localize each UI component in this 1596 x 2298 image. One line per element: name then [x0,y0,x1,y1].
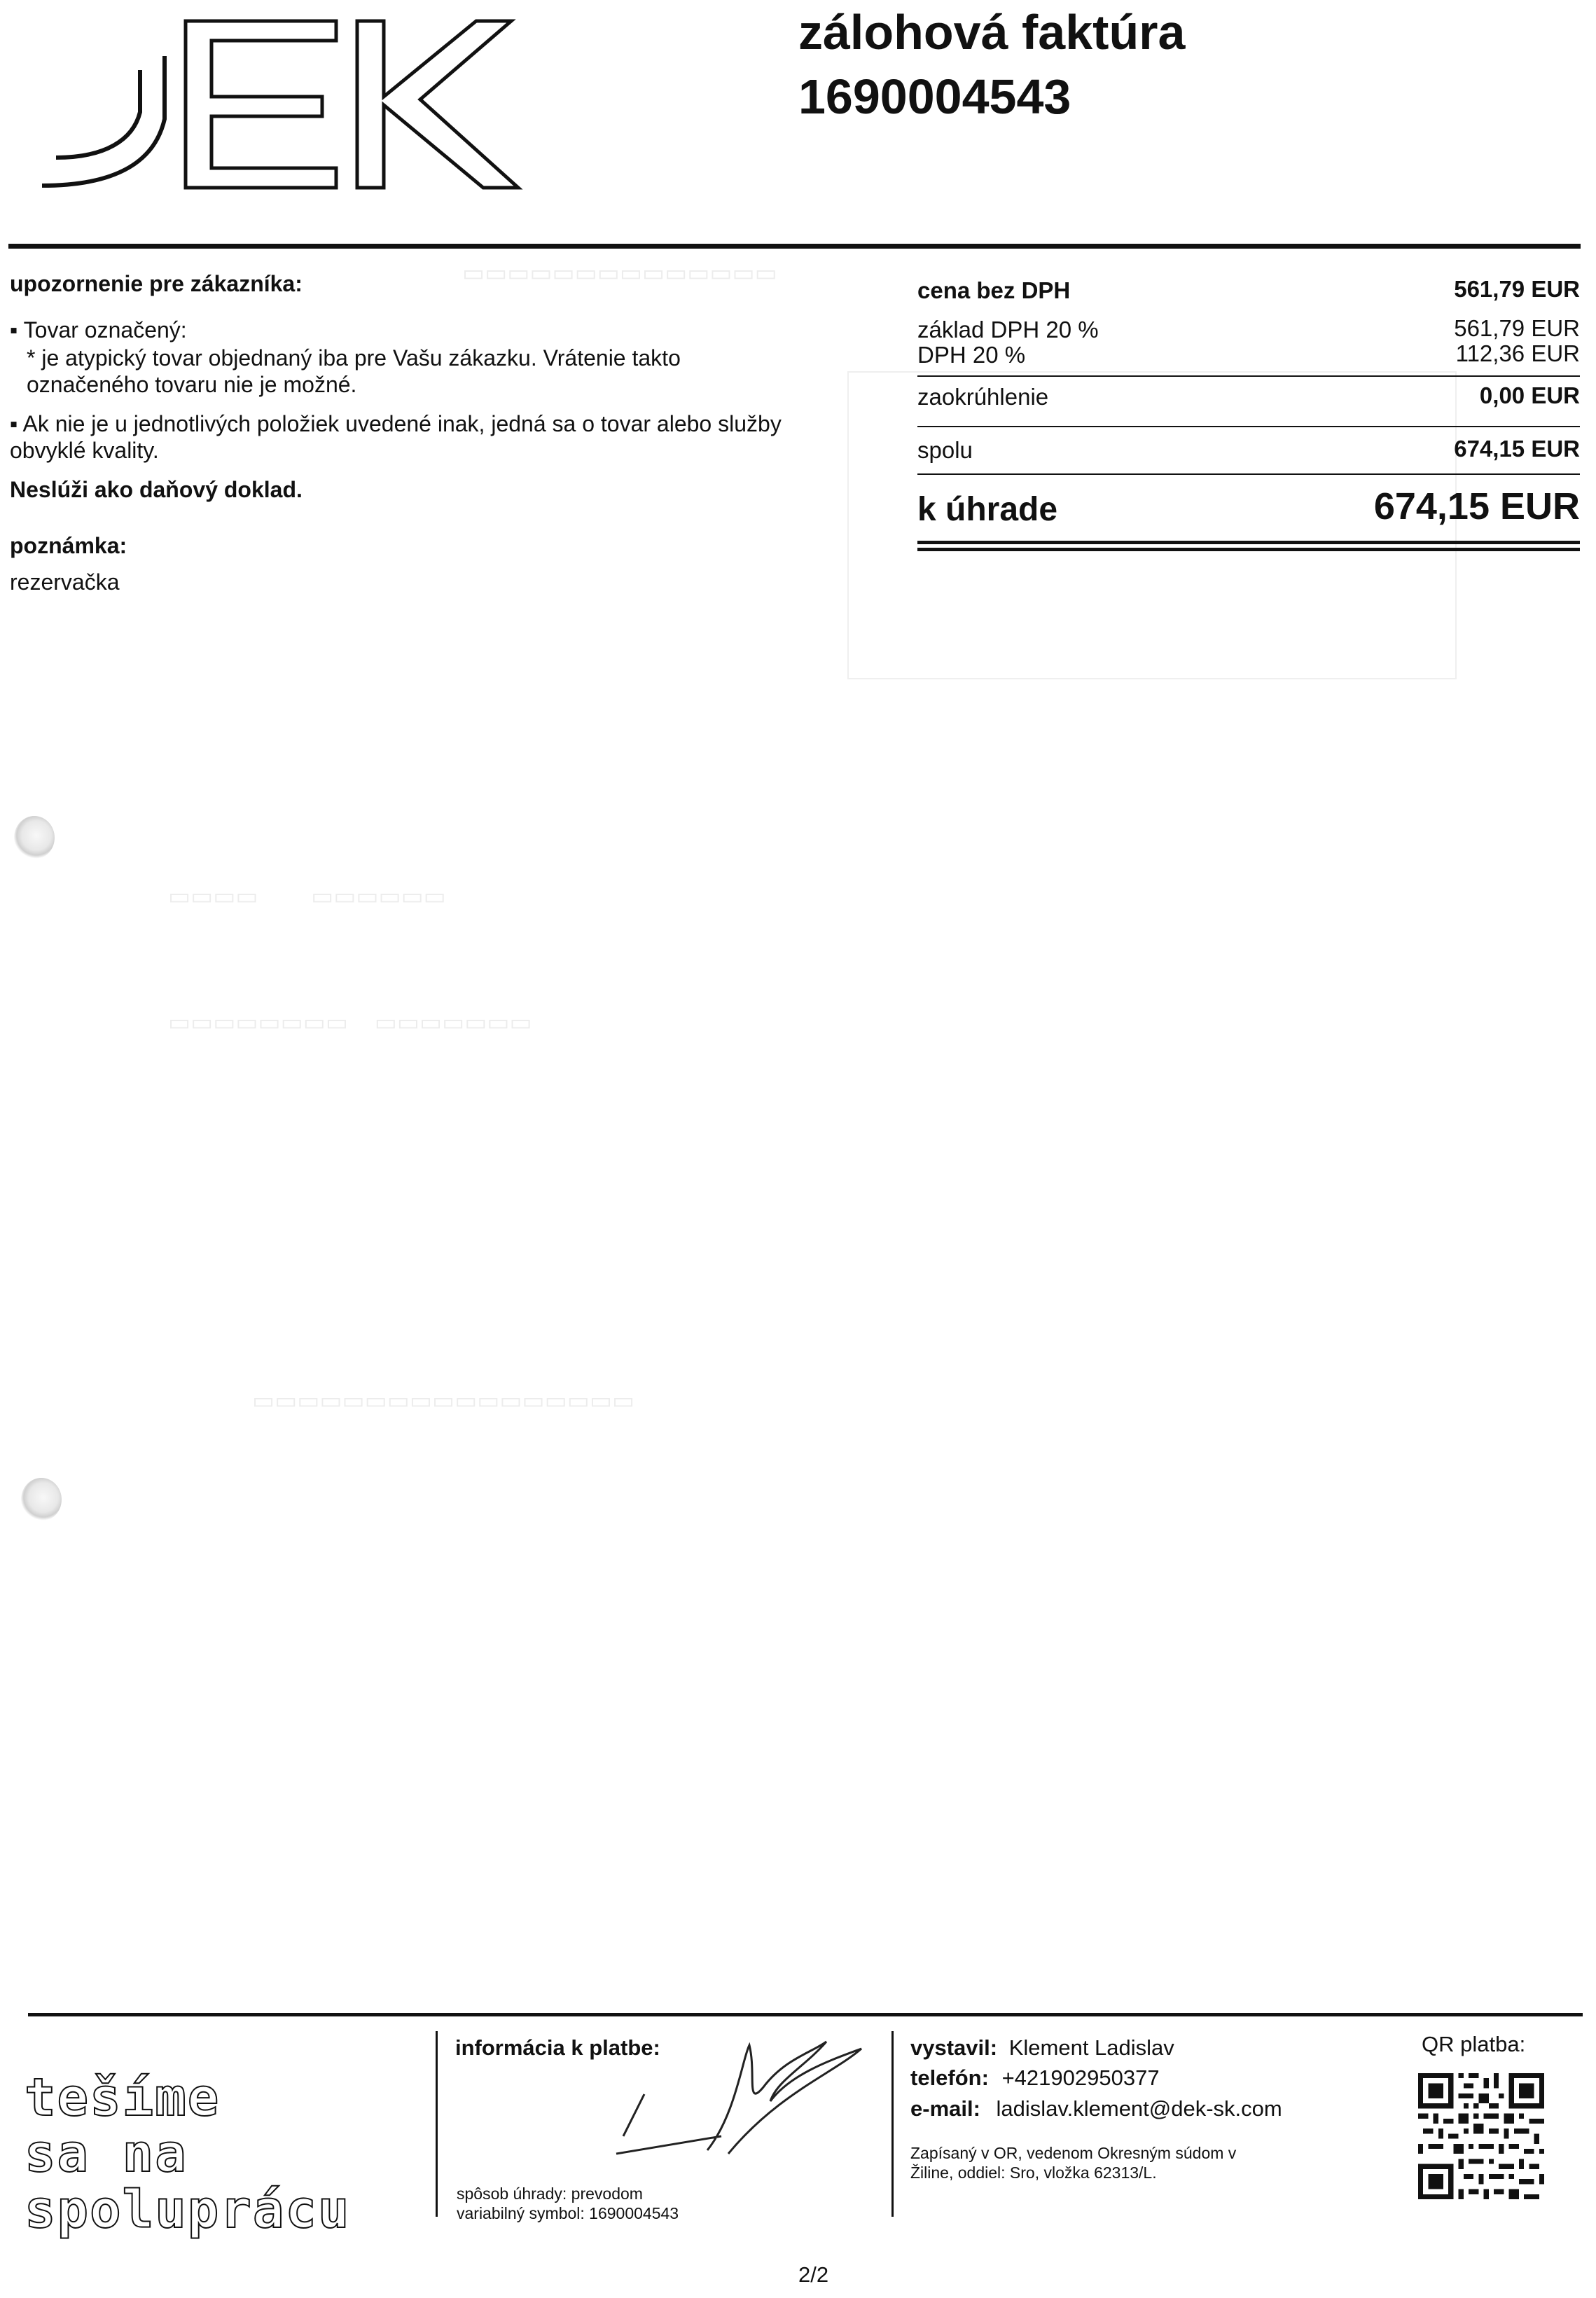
notice-heading: upozornenie pre zákazníka: [10,271,303,296]
showthrough-text: ▭▭▭▭▭▭▭▭▭▭▭▭▭▭ [462,260,777,286]
note-heading: poznámka: [10,533,127,558]
punch-hole [14,816,55,859]
issued-by [910,2035,1174,2061]
totals-divider [917,375,1580,377]
rounding-value: 0,00 EUR [1479,382,1580,408]
not-tax-document-note: Neslúži ako daňový doklad. [10,477,303,502]
variable-symbol: variabilný symbol: 1690004543 [457,2204,679,2222]
notice-bullet-flagged: ▪ Tovar označený: [10,317,187,342]
email [910,2096,1282,2122]
qr-code-icon [1418,2073,1544,2199]
phone-value: +421902950377 [1001,2065,1160,2090]
totals-divider [917,426,1580,427]
notice-atypical-line1: * je atypický tovar objednaný iba pre Vašu zákazku. Vrátenie takto [27,345,681,371]
payment-info-heading: informácia k platbe: [455,2035,660,2060]
amount-due-double-rule-top [917,541,1580,544]
total-label: spolu [917,437,973,463]
amount-due-label: k úhrade [917,491,1058,528]
slogan-line: tešíme [25,2068,221,2128]
vat-value: 112,36 EUR [1455,340,1580,366]
showthrough-text: ▭▭▭▭▭▭▭▭ ▭▭▭▭▭▭▭ [168,1009,532,1036]
email-value[interactable]: ladislav.klement@dek-sk.com [996,2096,1282,2121]
payment-method: spôsob úhrady: prevodom [457,2185,643,2203]
notice-quality-line1: ▪ Ak nie je u jednotlivých položiek uvedené inak, jedná sa o tovar alebo služby [10,411,782,436]
showthrough-text: ▭▭▭▭ ▭▭▭▭▭▭ [168,883,446,910]
document-title: zálohová faktúra [798,5,1186,60]
footer-separator [436,2031,438,2217]
note-text: rezervačka [10,569,120,595]
price-excl-vat-value: 561,79 EUR [1454,276,1580,302]
footer-divider [28,2013,1583,2016]
rounding-label: zaokrúhlenie [917,384,1049,410]
vat-base-value: 561,79 EUR [1454,315,1580,341]
amount-due-double-rule-bottom [917,548,1580,551]
issued-by-label: vystavil: [910,2035,998,2060]
page-number: 2/2 [798,2262,829,2287]
amount-due-value: 674,15 EUR [1373,485,1580,527]
notice-atypical-line2: označeného tovaru nie je možné. [27,372,357,397]
phone [910,2065,1160,2091]
notice-quality-line2: obvyklé kvality. [10,438,159,463]
total-value: 674,15 EUR [1454,436,1580,462]
totals-divider [917,473,1580,475]
header-divider [8,244,1581,249]
signature [602,2031,875,2171]
issued-by-value: Klement Ladislav [1008,2035,1174,2060]
phone-label: telefón: [910,2065,989,2090]
qr-label: QR platba: [1422,2032,1526,2056]
vat-base-label: základ DPH 20 % [917,317,1099,342]
dek-logo [28,14,532,196]
email-label: e-mail: [910,2096,980,2121]
showthrough-text: ▭▭▭▭▭▭▭▭▭▭▭▭▭▭▭▭▭ [252,1387,635,1414]
registry-line2: Žiline, oddiel: Sro, vložka 62313/L. [910,2164,1157,2182]
punch-hole [21,1478,62,1521]
slogan-line: spoluprácu [25,2180,351,2240]
invoice-number: 1690004543 [798,69,1071,124]
vat-label: DPH 20 % [917,342,1026,368]
slogan [25,2070,351,2238]
footer-separator [891,2031,894,2217]
price-excl-vat-label: cena bez DPH [917,277,1071,303]
slogan-line: sa na [25,2124,188,2184]
registry-line1: Zapísaný v OR, vedenom Okresným súdom v [910,2144,1237,2162]
